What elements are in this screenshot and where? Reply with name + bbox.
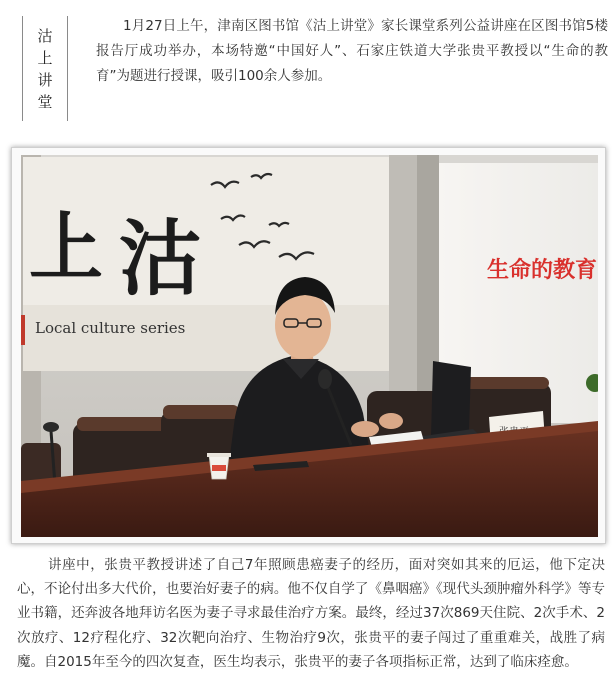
screen-title: 生命的教育 [487, 258, 598, 283]
intro-section [0, 0, 613, 134]
column-tag [22, 16, 68, 121]
lecture-photo [11, 147, 606, 544]
column-tag-char: 沽 [37, 26, 53, 45]
backdrop-caption: Local culture series [35, 319, 186, 337]
body-paragraph: 讲座中，张贵平教授讲述了自己7年照顾患癌妻子的经历，面对突如其来的厄运，他下定决心，不论付出多大代价，也要治好妻子的病。他不仅自学了《鼻咽癌》《现代头颈肿瘤外科学》等专业书籍，还奔波各地拜访名医为妻子寻求最佳治疗方案。最终，经过37次869天住院、2次手术、2次放疗、12疗程化疗、32次靶向治疗、生物治疗9次，张贵平的妻子闯过了重重难关，战胜了病魔。自2015年至今的四次复查，医生均表示，张贵平的妻子各项指标正常，达到了临床痊愈。 [17, 557, 605, 670]
intro-paragraph: 1月27日上午，津南区图书馆《沽上讲堂》家长课堂系列公益讲座在区图书馆5楼报告厅成功举办，本场特邀“中国好人”、石家庄铁道大学张贵平教授以“生命的教育”为题进行授课，吸引100余人参加。 [96, 18, 608, 84]
lecture-photo-illustration [21, 155, 598, 537]
column-tag-char: 上 [37, 48, 53, 67]
backdrop-char: 上 [29, 205, 103, 291]
column-tag-char: 讲 [37, 70, 53, 89]
backdrop-char: 沽 [119, 211, 202, 307]
column-tag-char: 堂 [37, 92, 53, 111]
